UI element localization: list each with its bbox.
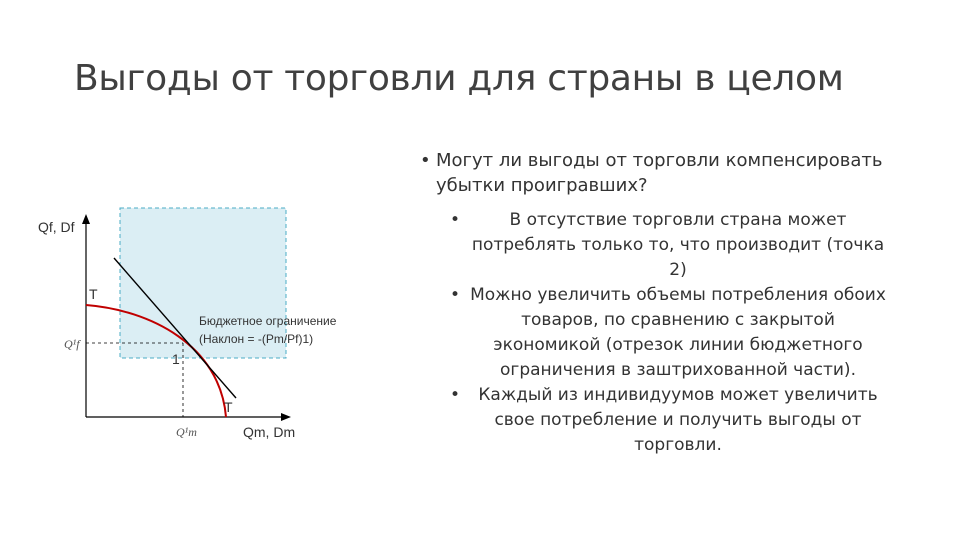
- x-tick-label: Q¹m: [176, 425, 197, 439]
- point-t-upper: T: [89, 286, 98, 302]
- budget-line-label-2: (Наклон = -(Pm/Pf)1): [199, 332, 314, 346]
- point-t-lower: T: [224, 399, 233, 415]
- sub-bullet-list: [450, 208, 890, 458]
- x-axis-label: Qm, Dm: [243, 424, 296, 440]
- sub-bullet-item: • Каждый из индивидуумов может увеличить свое потребление и получить выгоды от торговли.: [450, 383, 890, 458]
- slide-title: Выгоды от торговли для страны в целом: [74, 58, 844, 99]
- point-1-label: 1: [172, 351, 180, 367]
- bullet-list: [420, 148, 920, 458]
- x-axis-arrow: [281, 413, 291, 421]
- bullet-main: • Могут ли выгоды от торговли компенсировать убытки проигравших?: [420, 148, 920, 198]
- y-axis-label: Qf, Df: [38, 219, 75, 235]
- sub-bullet-item: • В отсутствие торговли страна может потреблять только то, что производит (точка 2): [450, 208, 890, 283]
- y-tick-label: Q¹f: [64, 337, 80, 351]
- budget-line-label-1: Бюджетное ограничение: [199, 314, 337, 328]
- y-axis-arrow: [82, 214, 90, 224]
- trade-gains-diagram: [0, 0, 420, 540]
- sub-bullet-item: • Можно увеличить объемы потребления обоих товаров, по сравнению с закрытой экономикой (отрезок линии бюджетного ограничения в заштрихованной части).: [450, 283, 890, 383]
